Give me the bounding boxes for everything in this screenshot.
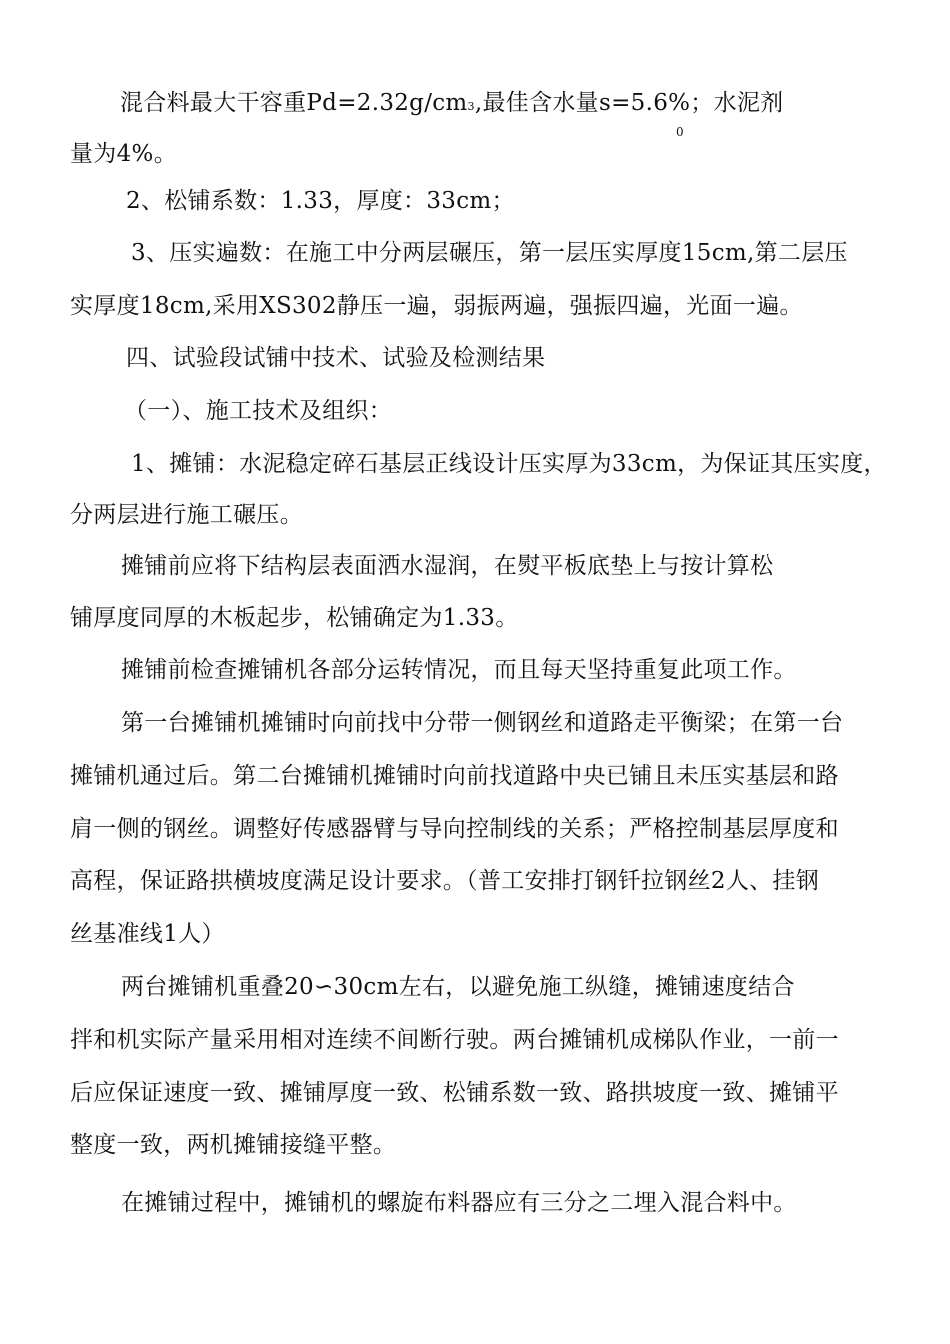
subsection-heading: （一）、施工技术及组织： [124, 398, 393, 424]
paragraph-line: 分两层进行施工碾压。 [70, 502, 303, 528]
paragraph-line: 高程，保证路拱横坡度满足设计要求。（普工安排打钢钎拉钢丝2人、挂钢 [70, 868, 820, 894]
text-span: 混合料最大干容重Pd=2.32g/cm [120, 90, 468, 116]
paragraph-line: 拌和机实际产量采用相对连续不间断行驶。两台摊铺机成梯队作业，一前一 [70, 1027, 839, 1053]
text-span: ,最佳含水量s=5.6%；水泥剂 [474, 90, 784, 116]
paragraph-line [120, 88, 783, 122]
paragraph-line: 1、摊铺：水泥稳定碎石基层正线设计压实厚为33cm，为保证其压实度， [131, 451, 887, 477]
paragraph-line: 摊铺机通过后。第二台摊铺机摊铺时向前找道路中央已铺且未压实基层和路 [70, 763, 839, 789]
paragraph-line: 摊铺前应将下结构层表面洒水湿润，在熨平板底垫上与按计算松 [121, 553, 774, 579]
paragraph-line: 整度一致，两机摊铺接缝平整。 [70, 1132, 397, 1158]
paragraph-line: 摊铺前检查摊铺机各部分运转情况，而且每天坚持重复此项工作。 [121, 657, 797, 683]
paragraph-line: 实厚度18cm,采用XS302静压一遍，弱振两遍，强振四遍，光面一遍。 [70, 293, 803, 319]
superscript: 3 [467, 100, 475, 113]
stray-mark: 0 [676, 125, 684, 139]
paragraph-line: 后应保证速度一致、摊铺厚度一致、松铺系数一致、路拱坡度一致、摊铺平 [70, 1080, 839, 1106]
paragraph-line: 在摊铺过程中，摊铺机的螺旋布料器应有三分之二埋入混合料中。 [121, 1190, 797, 1216]
paragraph-line: 2、松铺系数：1.33，厚度：33cm； [126, 188, 515, 214]
paragraph-line: 肩一侧的钢丝。调整好传感器臂与导向控制线的关系；严格控制基层厚度和 [70, 816, 839, 842]
paragraph-line: 3、压实遍数：在施工中分两层碾压，第一层压实厚度15cm,第二层压 [131, 240, 848, 266]
paragraph-line: 铺厚度同厚的木板起步，松铺确定为1.33。 [70, 605, 519, 631]
section-heading: 四、试验段试铺中技术、试验及检测结果 [126, 345, 546, 371]
paragraph-line: 量为4%。 [70, 141, 177, 167]
paragraph-line: 丝基准线1人） [70, 921, 225, 947]
paragraph-line: 两台摊铺机重叠20∽30cm左右，以避免施工纵缝，摊铺速度结合 [121, 974, 795, 1000]
paragraph-line: 第一台摊铺机摊铺时向前找中分带一侧钢丝和道路走平衡梁；在第一台 [121, 710, 844, 736]
